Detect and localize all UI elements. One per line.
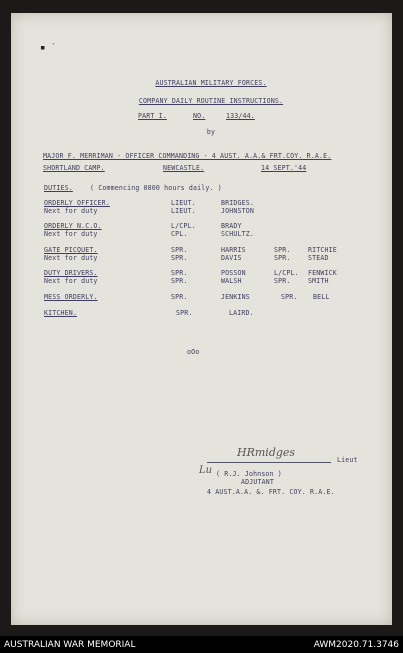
- duty-label: Next for duty: [44, 277, 98, 285]
- duty-rank-2: L/CPL.: [274, 269, 299, 277]
- footer-accession-number: AWM2020.71.3746: [313, 640, 399, 650]
- duty-name: LAIRD.: [229, 309, 254, 317]
- punch-mark: ▪ ˊ: [40, 43, 57, 53]
- duty-name: SCHULTZ.: [221, 230, 254, 238]
- issuer-line: MAJOR F. MERRIMAN - OFFICER COMMANDING - 4 AUST. A.A.& FRT.COY. R.A.E.: [43, 152, 332, 160]
- duty-name-2: BELL: [313, 293, 330, 301]
- duty-rank-2: SPR.: [274, 246, 291, 254]
- duty-rank: LIEUT.: [171, 207, 196, 215]
- duty-name: BRIDGES.: [221, 199, 254, 207]
- duties-heading: DUTIES.: [44, 184, 73, 192]
- duty-rank: LIEUT.: [171, 199, 196, 207]
- header-line-1: AUSTRALIAN MILITARY FORCES.: [155, 79, 267, 87]
- archive-footer: [0, 636, 403, 653]
- number-label: NO.: [193, 112, 206, 120]
- duty-rank-2: SPR.: [274, 277, 291, 285]
- duty-rank: CPL.: [171, 230, 188, 238]
- signature-rank: Lieut: [337, 456, 358, 464]
- duty-rank: SPR.: [171, 277, 188, 285]
- duty-name-2: FENWICK: [308, 269, 337, 277]
- part-label: PART I.: [138, 112, 167, 120]
- adjutant-name: ( R.J. Johnson ): [216, 470, 282, 478]
- by-line: by: [206, 128, 216, 136]
- footer-institution: AUSTRALIAN WAR MEMORIAL: [4, 640, 136, 650]
- camp-name: SHORTLAND CAMP.: [43, 164, 105, 172]
- signature: HRmidges: [237, 446, 296, 459]
- duty-label: DUTY DRIVERS.: [44, 269, 98, 277]
- duty-label: Next for duty: [44, 207, 98, 215]
- duty-label: MESS ORDERLY.: [44, 293, 98, 301]
- header-line-2: COMPANY DAILY ROUTINE INSTRUCTIONS.: [138, 97, 284, 105]
- unit-name: 4 AUST.A.A. &. FRT. COY. R.A.E.: [207, 488, 335, 496]
- duty-name: BRADY: [221, 222, 242, 230]
- duty-name: DAVIS: [221, 254, 242, 262]
- duty-label: ORDERLY N.C.O.: [44, 222, 102, 230]
- duty-name: WALSH: [221, 277, 242, 285]
- duty-rank: L/CPL.: [171, 222, 196, 230]
- duty-label: Next for duty: [44, 254, 98, 262]
- duty-rank: SPR.: [176, 309, 193, 317]
- duty-rank: SPR.: [171, 246, 188, 254]
- duty-rank-2: SPR.: [281, 293, 298, 301]
- order-number: 133/44.: [226, 112, 255, 120]
- duty-name: JOHNSTON: [221, 207, 254, 215]
- duty-rank: SPR.: [171, 269, 188, 277]
- duty-rank: SPR.: [171, 254, 188, 262]
- duty-name: JENKINS: [221, 293, 250, 301]
- document-page: [11, 13, 392, 625]
- duty-name: POSSON: [221, 269, 246, 277]
- duty-name-2: RITCHIE: [308, 246, 337, 254]
- duty-name: HARRIS: [221, 246, 246, 254]
- adjutant-title: ADJUTANT: [241, 478, 274, 486]
- duties-note: ( Commencing 0800 hours daily. ): [90, 184, 222, 192]
- separator: oOo: [187, 348, 200, 356]
- signature-line: [207, 462, 331, 463]
- duty-label: ORDERLY OFFICER.: [44, 199, 110, 207]
- duty-label: KITCHEN.: [44, 309, 77, 317]
- duty-rank-2: SPR.: [274, 254, 291, 262]
- duty-label: Next for duty: [44, 230, 98, 238]
- duty-rank: SPR.: [171, 293, 188, 301]
- duty-label: GATE PICQUET.: [44, 246, 98, 254]
- initials: Lu: [199, 465, 213, 476]
- town-name: NEWCASTLE.: [163, 164, 205, 172]
- duty-name-2: STEAD: [308, 254, 329, 262]
- order-date: 14 SEPT.'44: [261, 164, 307, 172]
- duty-name-2: SMITH: [308, 277, 329, 285]
